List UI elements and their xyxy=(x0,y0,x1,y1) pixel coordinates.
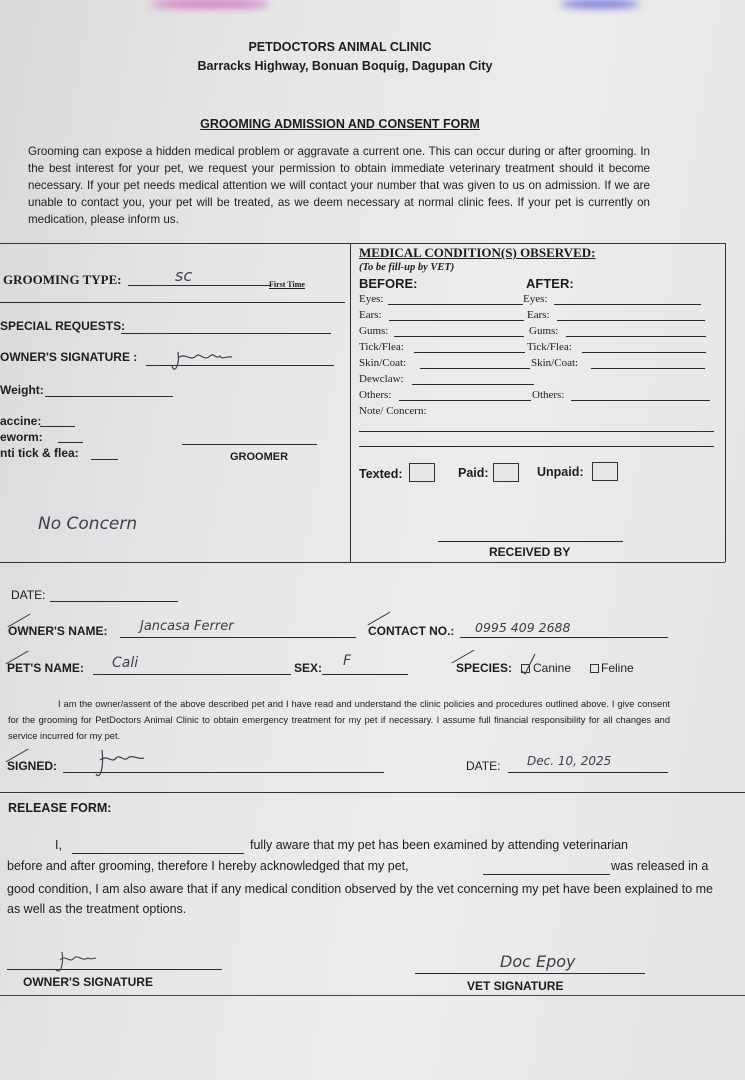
texted-label: Texted: xyxy=(359,467,403,481)
release-text-1: fully aware that my pet has been examined by attending veterinarian xyxy=(250,838,629,852)
vet-signature-value: Doc Epoy xyxy=(500,952,576,971)
before-label: BEFORE: xyxy=(359,276,418,291)
before-skin-coat-label: Skin/Coat: xyxy=(359,357,407,369)
paid-checkbox[interactable] xyxy=(493,463,519,482)
before-skin-coat-field[interactable] xyxy=(420,368,530,369)
light-glare xyxy=(150,0,270,8)
after-ears-field[interactable] xyxy=(557,320,705,321)
before-gums-field[interactable] xyxy=(394,336,524,337)
deworm-field[interactable] xyxy=(58,442,83,443)
after-skin-coat-field[interactable] xyxy=(591,368,705,369)
after-skin-coat-label: Skin/Coat: xyxy=(531,357,579,369)
owner-name-field[interactable] xyxy=(120,637,356,638)
after-label: AFTER: xyxy=(526,276,574,291)
release-text-2b: was released in a xyxy=(611,859,709,873)
pet-name-value: Cali xyxy=(112,655,139,671)
paid-label: Paid: xyxy=(458,466,489,480)
grooming-type-field[interactable] xyxy=(128,285,270,286)
anti-tick-label: nti tick & flea: xyxy=(0,446,79,460)
feline-checkbox[interactable] xyxy=(590,664,599,673)
release-owner-signature-label: OWNER'S SIGNATURE xyxy=(23,975,153,989)
clinic-address: Barracks Highway, Bonuan Boquig, Dagupan City xyxy=(197,59,493,73)
species-label: SPECIES: xyxy=(456,661,513,675)
after-ears-label: Ears: xyxy=(527,309,550,321)
grooming-type-label: GROOMING TYPE: xyxy=(3,272,122,287)
light-glare xyxy=(560,0,640,8)
signed-date-field[interactable] xyxy=(508,772,668,773)
before-ears-label: Ears: xyxy=(359,309,382,321)
unpaid-checkbox[interactable] xyxy=(592,462,618,481)
received-by-label: RECEIVED BY xyxy=(489,545,571,559)
vet-signature-line[interactable] xyxy=(415,973,645,974)
first-time-label: First Time xyxy=(269,280,305,289)
before-others-label: Others: xyxy=(359,389,392,401)
before-tick-flea-label: Tick/Flea: xyxy=(359,341,404,353)
after-others-field[interactable] xyxy=(571,400,710,401)
note-concern-label: Note/ Concern: xyxy=(359,405,427,417)
vet-signature-label: VET SIGNATURE xyxy=(467,979,564,993)
before-gums-label: Gums: xyxy=(359,325,389,337)
consent-paragraph xyxy=(8,696,670,744)
weight-field[interactable] xyxy=(45,396,173,397)
before-dewclaw-label: Dewclaw: xyxy=(359,373,404,385)
grooming-type-value: sc xyxy=(175,266,193,285)
after-eyes-label: Eyes: xyxy=(523,293,548,305)
after-tick-flea-label: Tick/Flea: xyxy=(527,341,572,353)
medical-subtitle: (To be fill-up by VET) xyxy=(359,262,455,273)
before-tick-flea-field[interactable] xyxy=(414,352,525,353)
pet-name-label: PET'S NAME: xyxy=(7,661,84,675)
sex-field[interactable] xyxy=(322,674,408,675)
groomer-signature-line[interactable] xyxy=(182,444,317,445)
form-title: GROOMING ADMISSION AND CONSENT FORM xyxy=(200,117,480,131)
release-divider xyxy=(0,792,745,793)
form-divider xyxy=(725,243,726,562)
after-others-label: Others: xyxy=(532,389,565,401)
date-field[interactable] xyxy=(50,601,178,602)
signed-label: SIGNED: xyxy=(7,759,58,773)
before-ears-field[interactable] xyxy=(389,320,524,321)
grooming-type-extra-line xyxy=(0,302,345,303)
texted-checkbox[interactable] xyxy=(409,463,435,482)
release-owner-signature-scribble xyxy=(54,950,98,976)
groomer-label: GROOMER xyxy=(230,451,289,463)
special-requests-field[interactable] xyxy=(121,333,331,334)
contact-value: 0995 409 2688 xyxy=(475,620,571,635)
sex-value: F xyxy=(343,653,352,669)
canine-label: Canine xyxy=(533,661,572,675)
special-requests-label: SPECIAL REQUESTS: xyxy=(0,319,126,333)
medical-title: MEDICAL CONDITION(S) OBSERVED: xyxy=(359,245,596,260)
intro-paragraph: Grooming can expose a hidden medical problem or aggravate a current one. This can occur during or after grooming. In the best interest for your pet, we request your permission to obtain immediate veterinary treatment should it become necessary. If your pet needs medical attention we will contact your number that was given to us on admission. If we are unable to contact you, your pet will be treated, as we deem necessary at normal clinic fees. If your pet is currently on medication, please inform us. xyxy=(28,145,650,226)
release-owner-name-field[interactable] xyxy=(72,853,244,854)
contact-label: CONTACT NO.: xyxy=(368,624,455,638)
grooming-note-value: No Concern xyxy=(38,514,138,534)
note-concern-line-2[interactable] xyxy=(359,446,714,447)
signed-date-label: DATE: xyxy=(466,759,501,773)
owner-name-label: OWNER'S NAME: xyxy=(8,624,108,638)
date-label: DATE: xyxy=(11,588,46,602)
before-others-field[interactable] xyxy=(399,400,531,401)
anti-tick-field[interactable] xyxy=(91,459,118,460)
deworm-label: eworm: xyxy=(0,430,43,444)
clinic-name: PETDOCTORS ANIMAL CLINIC xyxy=(248,40,432,54)
owner-signature-label: OWNER'S SIGNATURE : xyxy=(0,350,138,364)
form-divider xyxy=(0,562,725,563)
feline-label: Feline xyxy=(601,661,634,675)
signed-date-value: Dec. 10, 2025 xyxy=(527,754,612,768)
owner-signature-scribble xyxy=(170,348,235,376)
release-text-2a: before and after grooming, therefore I hereby acknowledged that my pet, xyxy=(7,859,409,873)
release-owner-signature-line[interactable] xyxy=(7,969,222,970)
consent-text-1: I am the owner/assent of the above described pet and I have read and understand the clinic policies and procedures outlined above. xyxy=(58,699,609,709)
before-eyes-label: Eyes: xyxy=(359,293,384,305)
after-gums-field[interactable] xyxy=(566,336,706,337)
vaccine-field[interactable] xyxy=(40,426,75,427)
before-eyes-field[interactable] xyxy=(388,304,523,305)
unpaid-label: Unpaid: xyxy=(537,465,584,479)
release-text-i: I, xyxy=(55,838,62,852)
sex-label: SEX: xyxy=(294,661,323,675)
release-text-3: good condition, I am also aware that if any medical condition observed by the vet concerning my pet have been explained to me as well as the treatment options. xyxy=(7,882,713,916)
form-divider xyxy=(0,243,725,244)
contact-field[interactable] xyxy=(460,637,668,638)
weight-label: Weight: xyxy=(0,383,44,397)
release-pet-name-field[interactable] xyxy=(483,874,610,875)
before-dewclaw-field[interactable] xyxy=(412,384,534,385)
received-by-line[interactable] xyxy=(438,541,623,542)
vaccine-label: accine: xyxy=(0,414,42,428)
signed-signature-scribble xyxy=(92,748,148,782)
owner-name-value: Jancasa Ferrer xyxy=(140,619,234,634)
pet-name-field[interactable] xyxy=(93,674,291,675)
after-tick-flea-field[interactable] xyxy=(582,352,706,353)
after-eyes-field[interactable] xyxy=(554,304,701,305)
consent-text-2: I give consent for the grooming for PetDoctors Animal Clinic to obtain emergency treatment for my pet if necessary. I assume full financial responsibility for all changes and service incurred for my pet. xyxy=(8,699,670,741)
release-title: RELEASE FORM: xyxy=(8,801,112,815)
after-gums-label: Gums: xyxy=(529,325,559,337)
note-concern-line-1[interactable] xyxy=(359,431,714,432)
release-bottom-divider xyxy=(0,995,745,996)
form-divider xyxy=(350,243,351,562)
